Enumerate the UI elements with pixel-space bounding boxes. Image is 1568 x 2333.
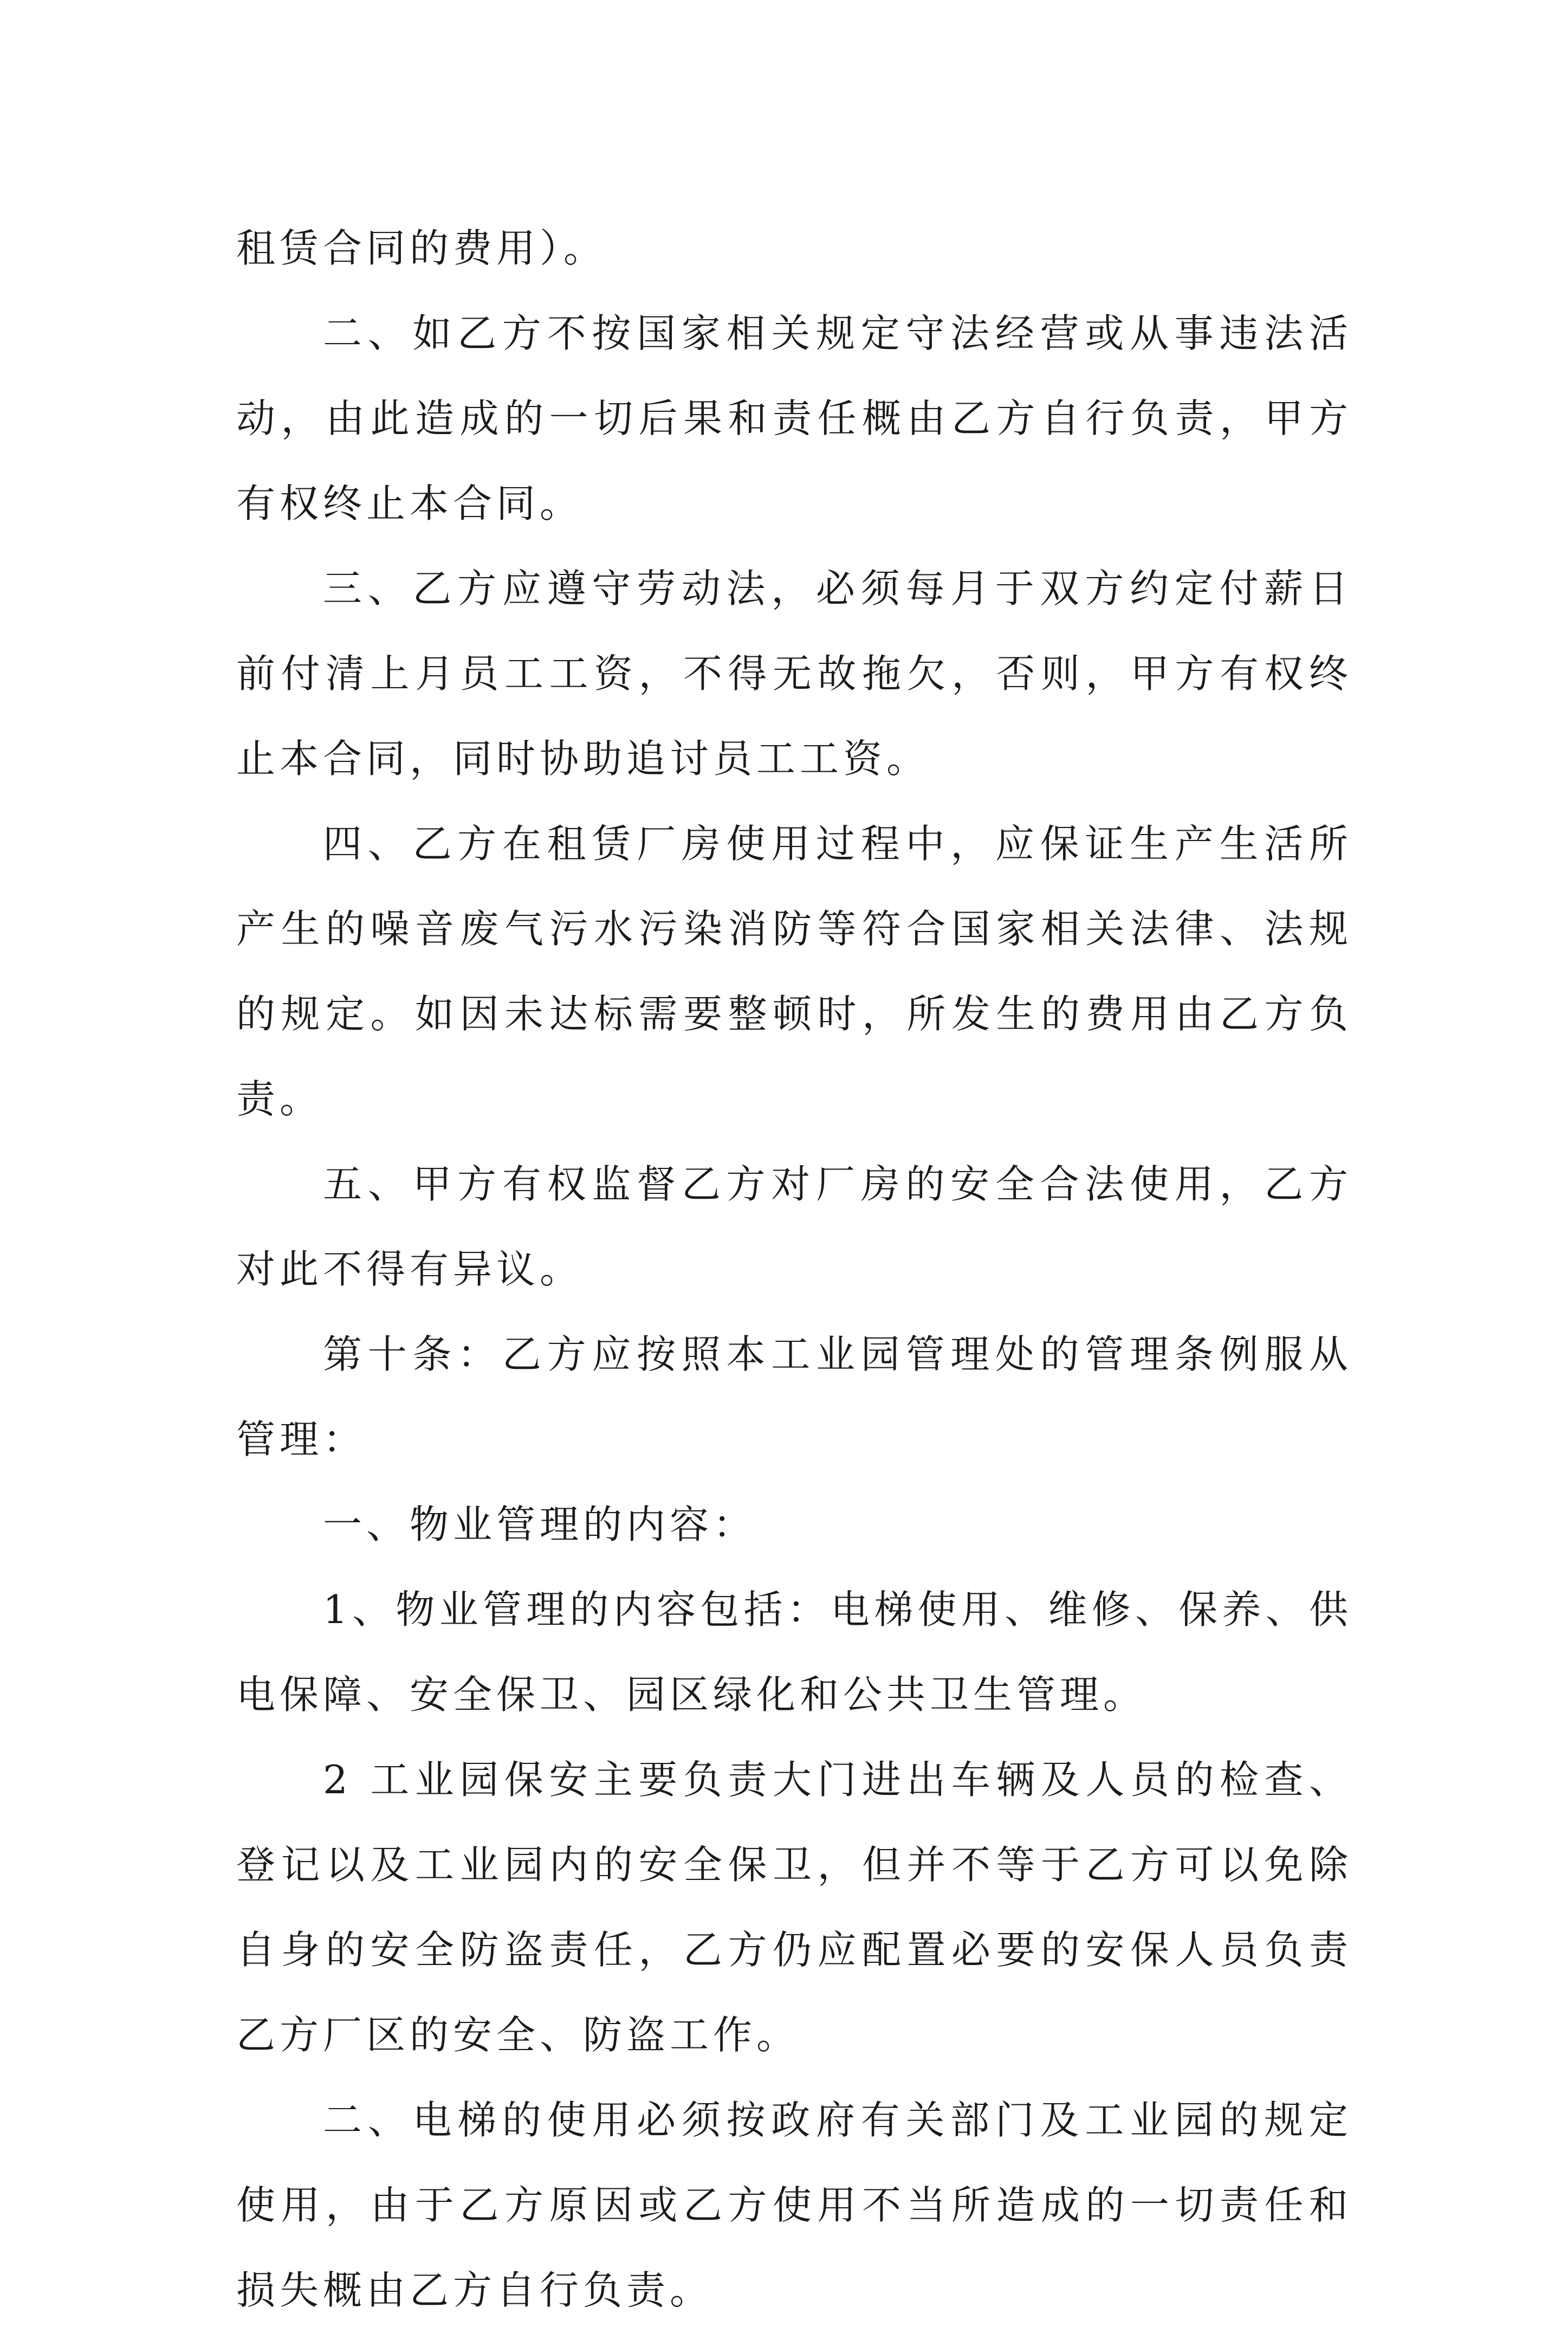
paragraph-article-10: 第十条：乙方应按照本工业园管理处的管理条例服从管理： xyxy=(236,1332,1352,1462)
paragraph-clause-4: 四、乙方在租赁厂房使用过程中，应保证生产生活所产生的噪音废气污水污染消防等符合国家相关法律、法规的规定。如因未达标需要整顿时，所发生的费用由乙方负责。 xyxy=(236,821,1352,1122)
paragraph-clause-5: 五、甲方有权监督乙方对厂房的安全合法使用，乙方对此不得有异议。 xyxy=(236,1161,1352,1292)
paragraph-continuation: 租赁合同的费用）。 xyxy=(236,225,607,271)
document-body xyxy=(236,206,1352,2333)
paragraph-clause-2: 二、如乙方不按国家相关规定守法经营或从事违法活动，由此造成的一切后果和责任概由乙方自行负责，甲方有权终止本合同。 xyxy=(236,311,1352,526)
paragraph-section-2: 二、电梯的使用必须按政府有关部门及工业园的规定使用，由于乙方原因或乙方使用不当所造成的一切责任和损失概由乙方自行负责。 xyxy=(236,2097,1352,2313)
paragraph-item-1: 1、物业管理的内容包括：电梯使用、维修、保养、供电保障、安全保卫、园区绿化和公共卫生管理。 xyxy=(236,1587,1352,1717)
paragraph-item-2: 2 工业园保安主要负责大门进出车辆及人员的检查、登记以及工业园内的安全保卫，但并不等于乙方可以免除自身的安全防盗责任，乙方仍应配置必要的安保人员负责乙方厂区的安全、防盗工作。 xyxy=(236,1757,1352,2058)
paragraph-clause-3: 三、乙方应遵守劳动法，必须每月于双方约定付薪日前付清上月员工工资，不得无故拖欠，否则，甲方有权终止本合同，同时协助追讨员工工资。 xyxy=(236,566,1352,781)
paragraph-section-1-heading: 一、物业管理的内容： xyxy=(323,1502,757,1547)
